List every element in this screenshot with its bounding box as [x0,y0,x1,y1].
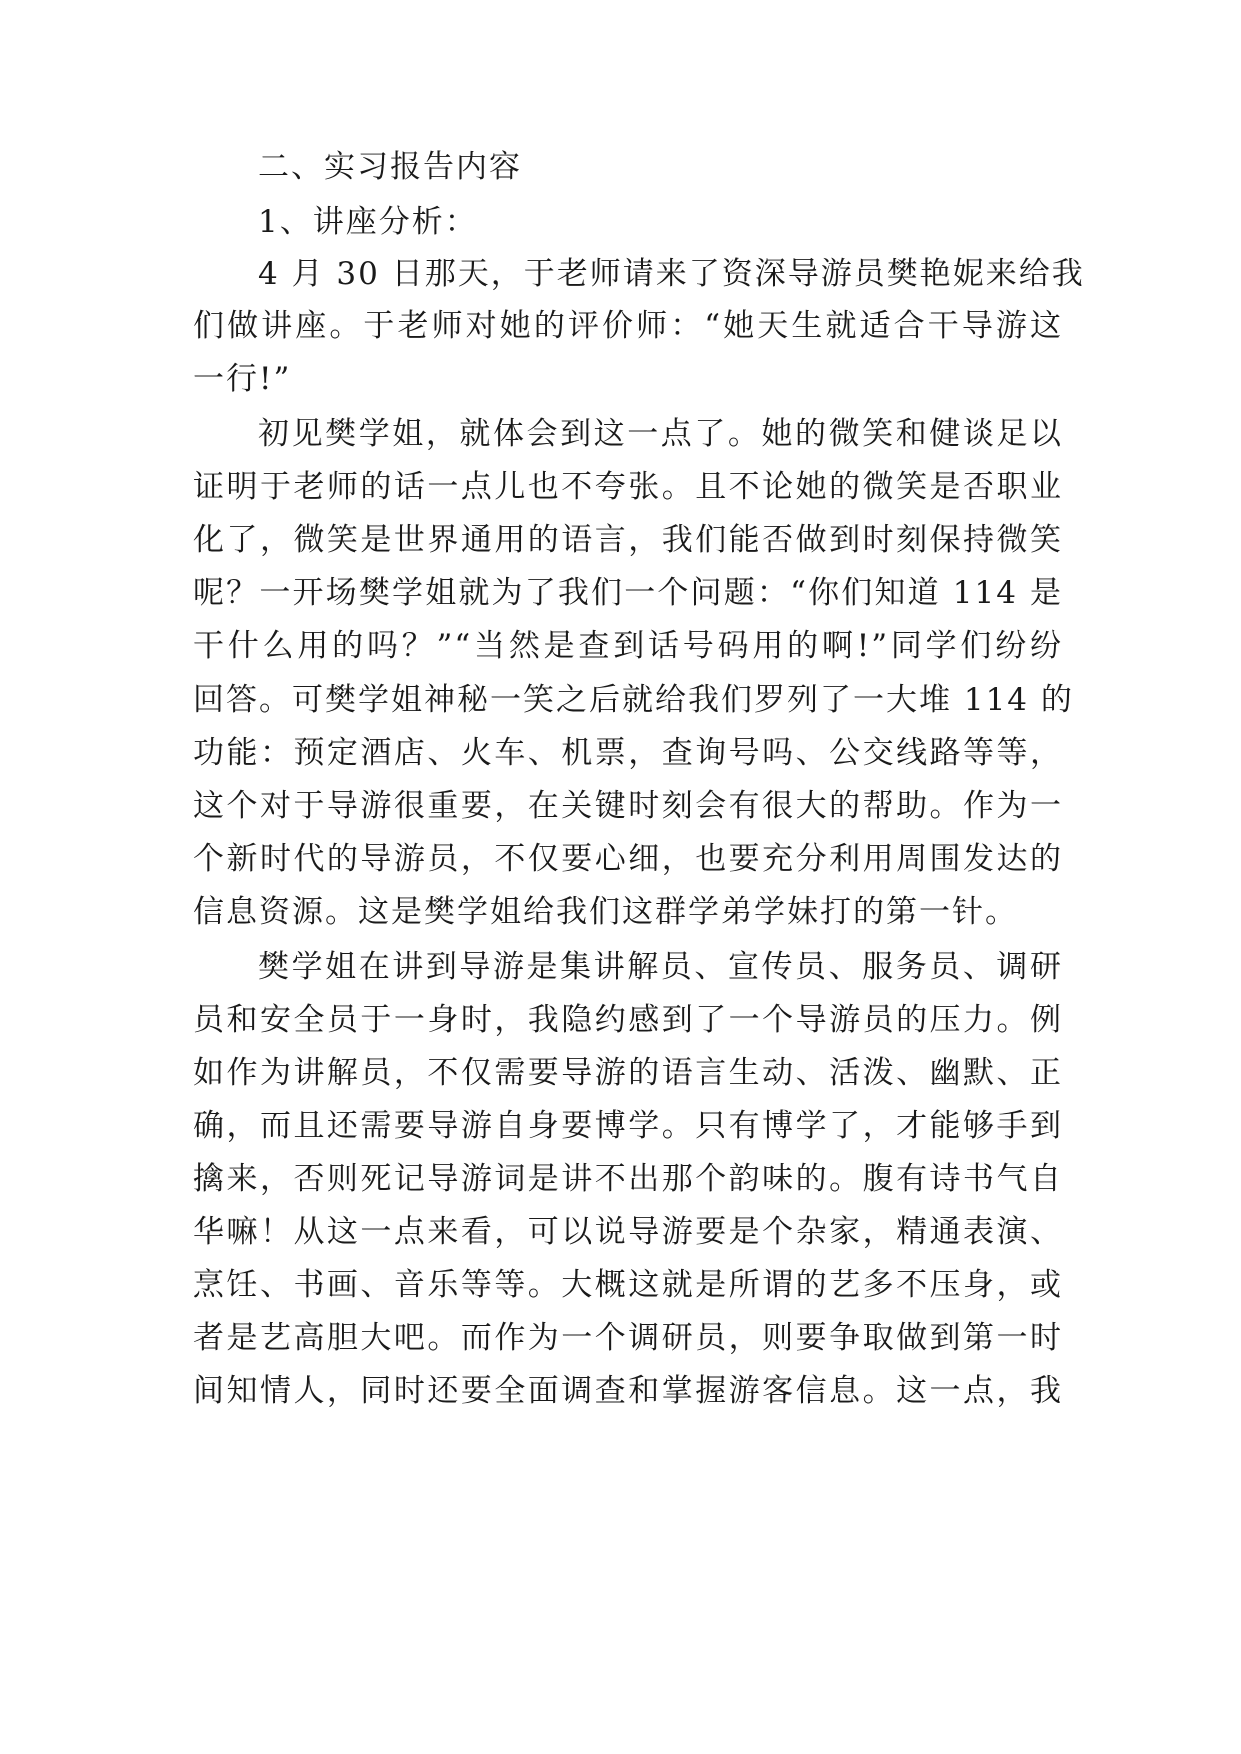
paragraph-line: 烹饪、书画、音乐等等。大概这就是所谓的艺多不压身，或 [193,1267,1063,1303]
paragraph-line: 个新时代的导游员，不仅要心细，也要充分利用周围发达的 [193,841,1063,877]
paragraph-line: 证明于老师的话一点儿也不夸张。且不论她的微笑是否职业 [193,469,1063,505]
paragraph-line: 们做讲座。于老师对她的评价师：“她天生就适合干导游这 [193,308,1063,344]
paragraph-line: 干什么用的吗？”“当然是查到话号码用的啊!”同学们纷纷 [193,628,1063,664]
paragraph-line: 华嘛！从这一点来看，可以说导游要是个杂家，精通表演、 [193,1214,1063,1250]
paragraph-line: 如作为讲解员，不仅需要导游的语言生动、活泼、幽默、正 [193,1055,1063,1091]
paragraph-line: 化了，微笑是世界通用的语言，我们能否做到时刻保持微笑 [193,522,1063,558]
paragraph-line: 樊学姐在讲到导游是集讲解员、宣传员、服务员、调研 [258,949,1063,985]
paragraph-line: 初见樊学姐，就体会到这一点了。她的微笑和健谈足以 [258,416,1063,452]
paragraph-line: 呢？一开场樊学姐就为了我们一个问题：“你们知道 114 是 [193,575,1063,611]
paragraph-line: 者是艺高胆大吧。而作为一个调研员，则要争取做到第一时 [193,1320,1063,1356]
paragraph-line: 4 月 30 日那天，于老师请来了资深导游员樊艳妮来给我 [258,256,1085,292]
paragraph-line: 间知情人，同时还要全面调查和掌握游客信息。这一点，我 [193,1373,1063,1409]
paragraph-line: 一行!” [193,361,292,397]
section-title: 二、实习报告内容 [258,149,522,185]
paragraph-line: 功能：预定酒店、火车、机票，查询号吗、公交线路等等， [193,735,1063,771]
paragraph-line: 回答。可樊学姐神秘一笑之后就给我们罗列了一大堆 114 的 [193,682,1074,718]
paragraph-line: 这个对于导游很重要，在关键时刻会有很大的帮助。作为一 [193,788,1063,824]
subsection-title: 1、讲座分析： [258,204,478,240]
paragraph-line: 员和安全员于一身时，我隐约感到了一个导游员的压力。例 [193,1002,1063,1038]
paragraph-line: 信息资源。这是樊学姐给我们这群学弟学妹打的第一针。 [193,894,1018,930]
paragraph-line: 确，而且还需要导游自身要博学。只有博学了，才能够手到 [193,1108,1063,1144]
paragraph-line: 擒来，否则死记导游词是讲不出那个韵味的。腹有诗书气自 [193,1161,1063,1197]
